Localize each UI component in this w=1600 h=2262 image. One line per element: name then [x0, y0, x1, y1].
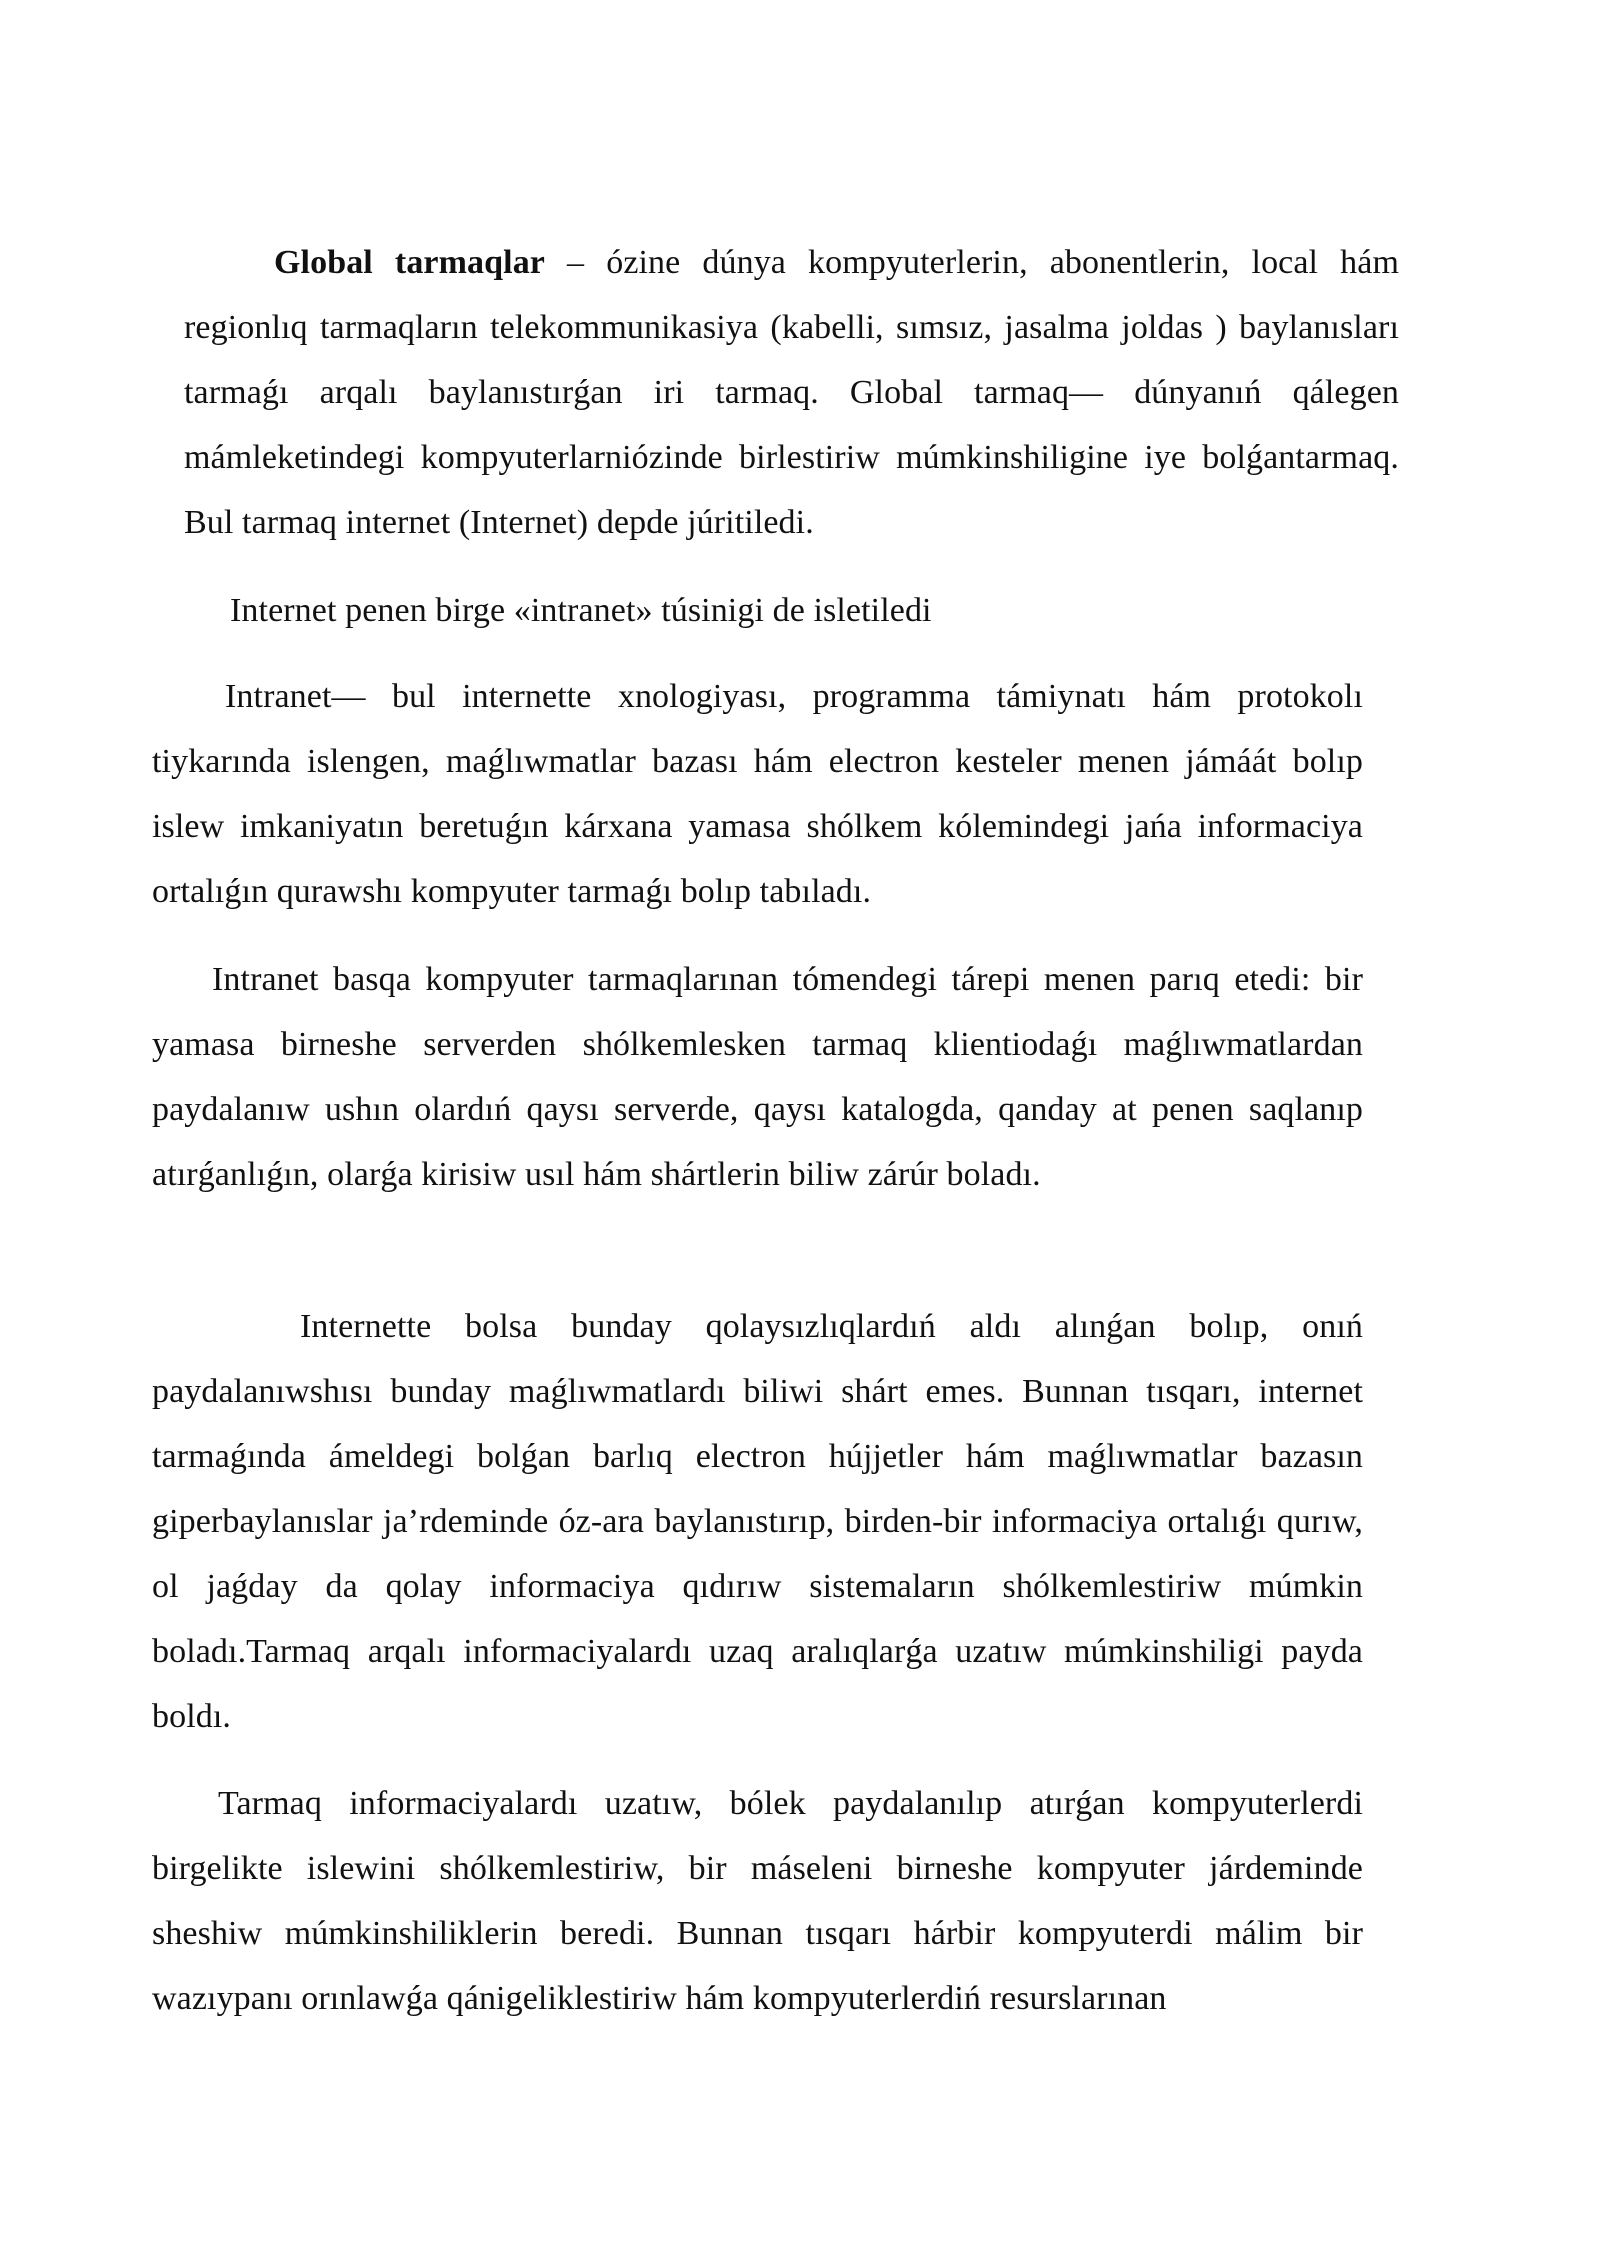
paragraph-intranet-definition	[152, 664, 1363, 924]
paragraph-internet-advantages	[152, 1294, 1363, 1749]
paragraph-global-networks	[184, 230, 1399, 555]
paragraph-intranet-difference	[152, 947, 1363, 1207]
paragraph-text: Internette bolsa bunday qolaysızlıqlardıń aldı alınǵan bolıp, onıń paydalanıwshısı bunday maǵlıwmatlardı biliwi shárt emes. Bunnan tısqarı, internet tarmaǵında ámeldegi bolǵan barlıq electron hújjetler hám maǵlıwmatlar bazasın giperbaylanıslar ja’rdeminde óz-ara baylanıstırıp, birden-bir informaciya ortalıǵı qurıw, ol jaǵday da qolay informaciya qıdırıw sistemaların shólkemlestiriw múmkin boladı.Tarmaq arqalı informaciyalardı uzaq aralıqlarǵa uzatıw múmkinshiligi payda boldı.	[152, 1308, 1363, 1735]
paragraph-text: Intranet basqa kompyuter tarmaqlarınan tómendegi tárepi menen parıq etedi: bir yamasa birneshe serverden shólkemlesken tarmaq klientiodaǵı maǵlıwmatlardan paydalanıw ushın olardıń qaysı serverde, qaysı katalogda, qanday at penen saqlanıp atırǵanlıǵın, olarǵa kirisiw usıl hám shártlerin biliw zárúr boladı.	[152, 961, 1363, 1193]
paragraph-text: Internet penen birge «intranet» túsinigi de isletiledi	[230, 592, 932, 629]
paragraph-network-capabilities	[152, 1771, 1363, 2031]
paragraph-intranet-intro	[230, 578, 1330, 643]
bold-term: Global tarmaqlar	[274, 244, 545, 281]
paragraph-text: Tarmaq informaciyalardı uzatıw, bólek paydalanılıp atırǵan kompyuterlerdi birgelikte islewini shólkemlestiriw, bir máseleni birneshe kompyuter járdeminde sheshiw múmkinshiliklerin beredi. Bunnan tısqarı hárbir kompyuterdi málim bir wazıypanı orınlawǵa qánigeliklestiriw hám kompyuterlerdiń resurslarınan	[152, 1785, 1363, 2017]
paragraph-text: Intranet— bul internette xnologiyası, programma támiynatı hám protokolı tiykarında islengen, maǵlıwmatlar bazası hám electron kesteler menen jámáát bolıp islew imkaniyatın beretuǵın kárxana yamasa shólkem kólemindegi jańa informaciya ortalıǵın qurawshı kompyuter tarmaǵı bolıp tabıladı.	[152, 678, 1363, 910]
paragraph-text: – ózine dúnya kompyuterlerin, abonentlerin, local hám regionlıq tarmaqların telekommunikasiya (kabelli, sımsız, jasalma joldas ) baylanısları tarmaǵı arqalı baylanıstırǵan iri tarmaq. Global tarmaq— dúnyanıń qálegen mámleketindegi kompyuterlarniózinde birlestiriw múmkinshiligine iye bolǵantarmaq. Bul tarmaq internet (Internet) depde júritiledi.	[184, 244, 1400, 541]
